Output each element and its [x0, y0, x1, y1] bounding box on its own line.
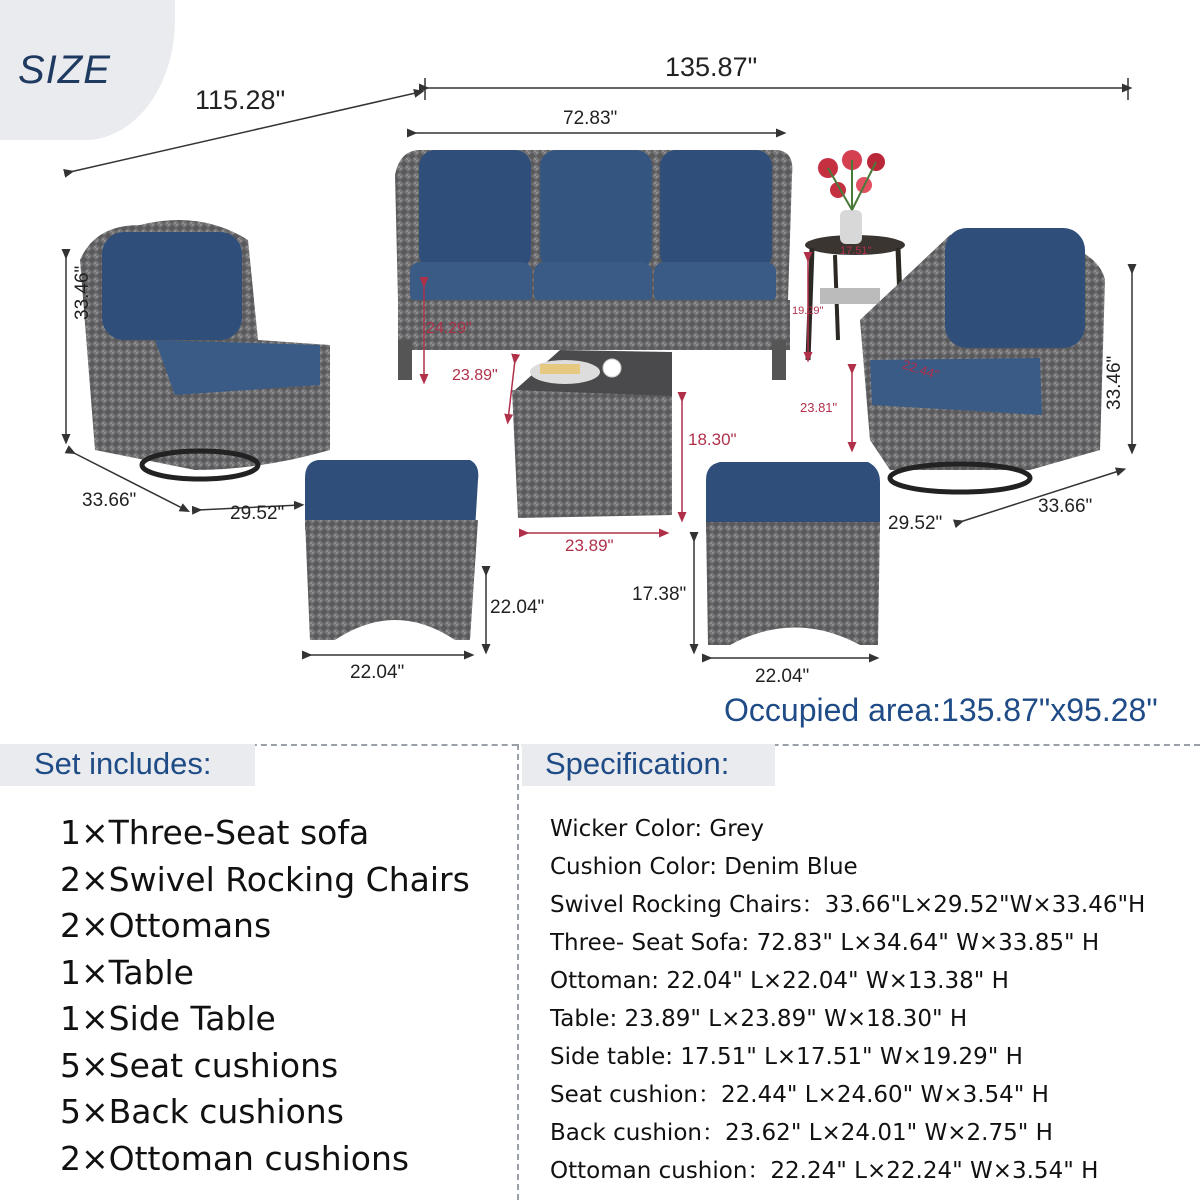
left-chair-width-label: 29.52" [230, 503, 285, 524]
section-divider-vertical [517, 744, 519, 1200]
sofa-illustration [395, 150, 792, 380]
list-item: Ottoman: 22.04" L×22.04" W×13.38" H [550, 968, 1009, 994]
coffee-table-illustration [512, 350, 672, 518]
left-ottoman-width-label: 22.04" [350, 662, 405, 683]
list-item: 5×Seat cushions [60, 1045, 339, 1085]
right-chair-seat-height-label: 23.81" [800, 400, 838, 415]
list-item: Seat cushion：22.44" L×24.60" W×3.54" H [550, 1082, 1049, 1108]
left-ottoman-illustration [305, 460, 478, 640]
list-item: 2×Swivel Rocking Chairs [60, 859, 470, 899]
right-chair-width-label: 29.52" [888, 513, 943, 534]
overall-depth-label: 115.28" [195, 85, 286, 115]
specification-list [550, 810, 1145, 1190]
overall-width-line [425, 78, 1128, 100]
set-includes-title: Set includes: [34, 746, 212, 781]
list-item: 2×Ottoman cushions [60, 1138, 410, 1178]
list-item: 1×Table [60, 952, 194, 992]
left-chair-illustration [80, 220, 330, 479]
list-item: Back cushion：23.62" L×24.01" W×2.75" H [550, 1120, 1053, 1146]
list-item: Ottoman cushion：22.24" L×22.24" W×3.54" H [550, 1158, 1099, 1184]
list-item: Three- Seat Sofa: 72.83" L×34.64" W×33.85" H [550, 930, 1100, 956]
right-chair-depth-label: 33.66" [1038, 496, 1093, 517]
left-ottoman-height-label: 22.04" [490, 597, 545, 618]
right-chair-seat-width-label: 22.44" [900, 356, 941, 383]
right-ottoman-height-label: 17.38" [632, 584, 687, 605]
specification-title: Specification: [545, 746, 730, 781]
list-item: 1×Side Table [60, 999, 276, 1038]
set-includes-list [60, 810, 470, 1182]
right-ottoman-width-label: 22.04" [755, 666, 810, 687]
list-item: Wicker Color: Grey [550, 816, 764, 842]
overall-width-label: 135.87" [665, 52, 758, 82]
list-item: 2×Ottomans [60, 906, 272, 945]
sofa-seat-height-label: 24.29" [426, 320, 472, 337]
list-item: Cushion Color: Denim Blue [550, 854, 858, 880]
left-chair-height-label: 33.46" [72, 265, 93, 320]
list-item: 5×Back cushions [60, 1092, 344, 1131]
side-table-top-label: 17.51" [840, 245, 872, 257]
left-chair-depth-label: 33.66" [82, 490, 137, 511]
list-item: Side table: 17.51" L×17.51" W×19.29" H [550, 1044, 1023, 1070]
right-chair-height-label: 33.46" [1104, 355, 1125, 410]
table-height-label: 18.30" [688, 430, 737, 449]
occupied-area-label: Occupied area:135.87"x95.28" [724, 692, 1158, 728]
sofa-width-label: 72.83" [563, 108, 618, 129]
list-item: Swivel Rocking Chairs：33.66"L×29.52"W×33.46"H [550, 892, 1146, 918]
size-label: SIZE [18, 48, 111, 92]
sofa-depth-label: 23.89" [452, 367, 498, 384]
list-item: Table: 23.89" L×23.89" W×18.30" H [550, 1006, 968, 1032]
list-item: 1×Three-Seat sofa [60, 813, 370, 852]
table-width-label: 23.89" [565, 536, 614, 555]
side-table-height-label: 19.29" [792, 305, 824, 317]
right-ottoman-illustration [706, 462, 880, 645]
